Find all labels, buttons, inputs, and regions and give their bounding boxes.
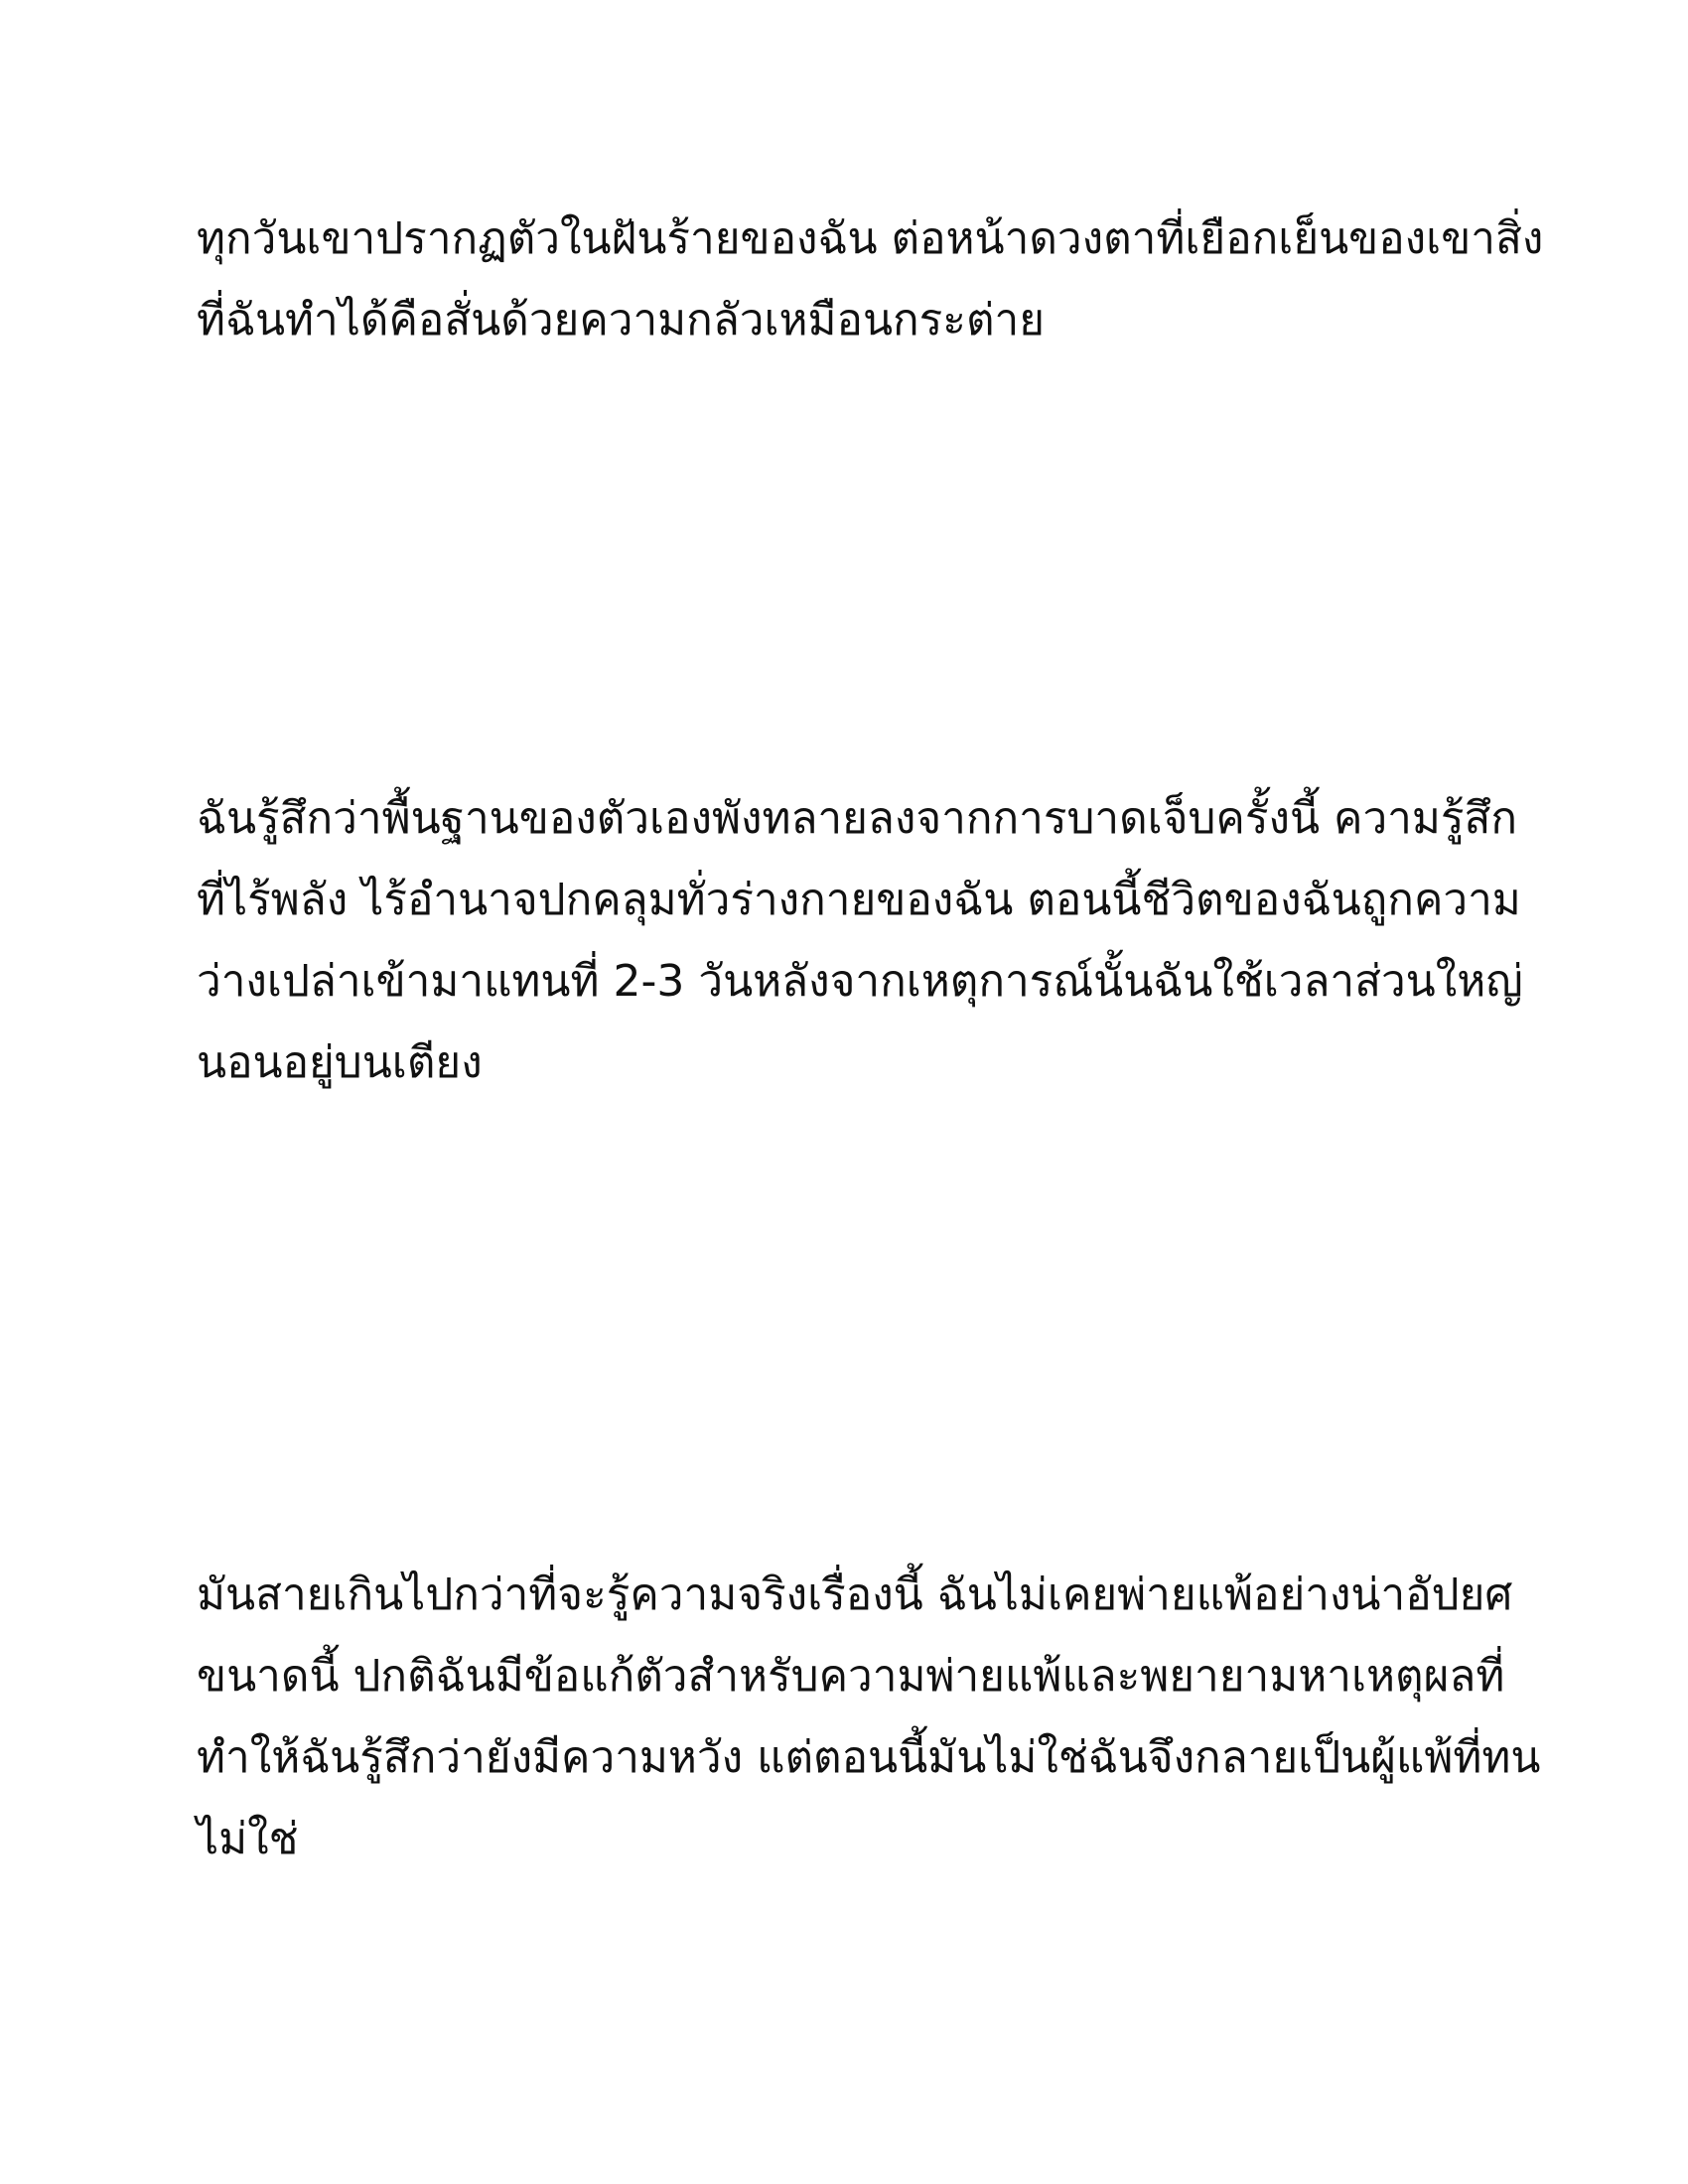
paragraph-1 [197, 199, 1544, 361]
paragraph-2 [197, 778, 1523, 1104]
paragraph-line: ที่ฉันทำได้คือสั่นด้วยความกลัวเหมือนกระต่าย [197, 295, 1046, 345]
paragraph-line: ไม่ใช่ [197, 1814, 299, 1864]
paragraph-line: ที่ไร้พลัง ไร้อำนาจปกคลุมทั่วร่างกายของฉัน ตอนนี้ชีวิตของฉันถูกความ [197, 875, 1521, 925]
paragraph-line: ทำให้ฉันรู้สึกว่ายังมีความหวัง แต่ตอนนี้มันไม่ใช่ฉันจึงกลายเป็นผู้แพ้ที่ทน [197, 1732, 1541, 1783]
paragraph-line: ทุกวันเขาปรากฏตัวในฝันร้ายของฉัน ต่อหน้าดวงตาที่เยือกเย็นของเขาสิ่ง [197, 213, 1544, 264]
paragraph-line: นอนอยู่บนเตียง [197, 1037, 483, 1088]
paragraph-3 [197, 1555, 1541, 1880]
paragraph-line: ขนาดนี้ ปกติฉันมีข้อแก้ตัวสำหรับความพ่ายแพ้และพยายามหาเหตุผลที่ [197, 1651, 1505, 1702]
paragraph-line: ฉันรู้สึกว่าพื้นฐานของตัวเองพังทลายลงจากการบาดเจ็บครั้งนี้ ความรู้สึก [197, 793, 1518, 844]
paragraph-line: ว่างเปล่าเข้ามาแทนที่ 2-3 วันหลังจากเหตุการณ์นั้นฉันใช้เวลาส่วนใหญ่ [197, 956, 1523, 1007]
paragraph-line: มันสายเกินไปกว่าที่จะรู้ความจริงเรื่องนี้ ฉันไม่เคยพ่ายแพ้อย่างน่าอัปยศ [197, 1570, 1513, 1620]
